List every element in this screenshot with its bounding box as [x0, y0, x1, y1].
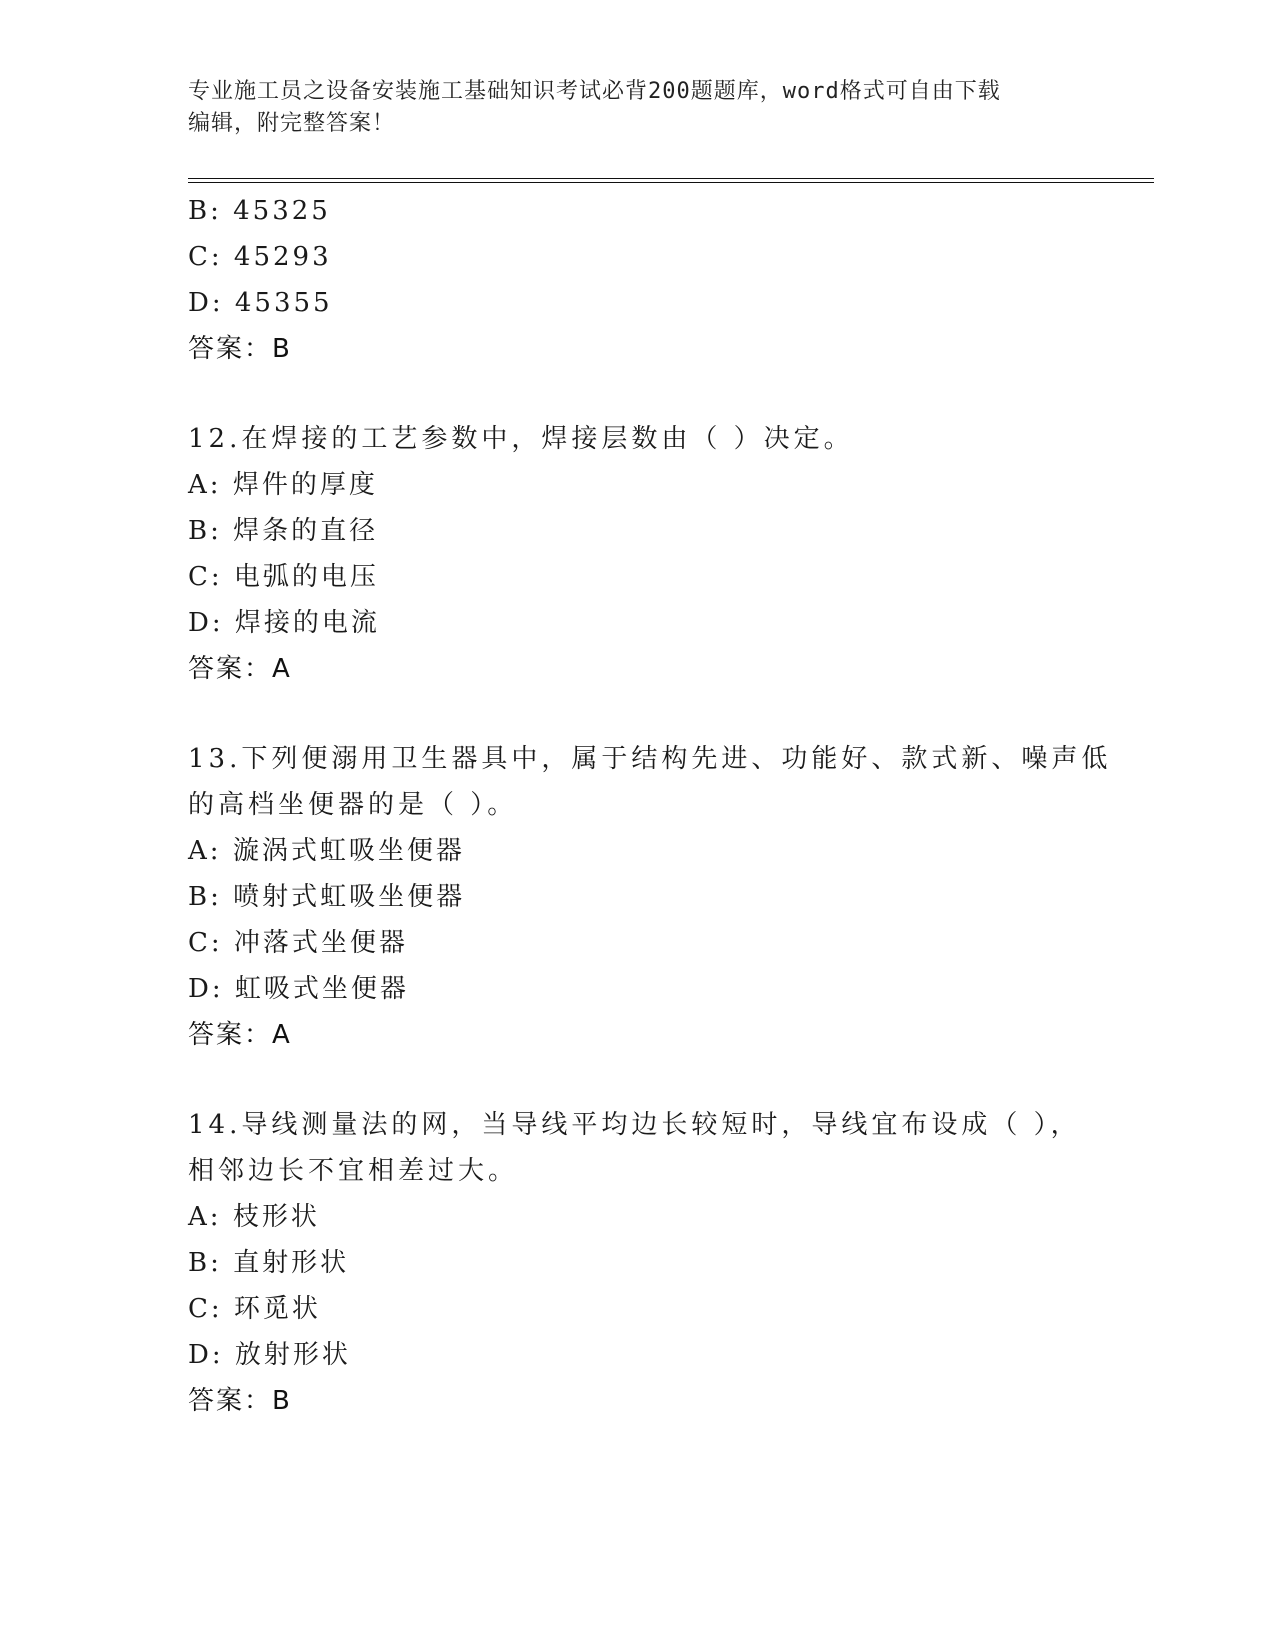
spacer [188, 692, 1128, 736]
option-text: 冲落式坐便器 [233, 928, 408, 958]
question-13 [188, 736, 1128, 1058]
option-letter: B: [188, 516, 222, 546]
document-header [188, 76, 1088, 140]
question-stem-line-1: 13.下列便溺用卫生器具中，属于结构先进、功能好、款式新、噪声低 [188, 744, 1112, 774]
header-line-1: 专业施工员之设备安装施工基础知识考试必背200题题库，word格式可自由下载 [188, 79, 1001, 104]
option-c [188, 554, 1128, 600]
option-text: 虹吸式坐便器 [234, 974, 409, 1004]
option-a [188, 462, 1128, 508]
spacer [188, 372, 1128, 416]
option-text: 放射形状 [234, 1340, 351, 1370]
option-letter: D: [188, 1340, 224, 1370]
option-letter: C: [188, 242, 223, 272]
question-stem-line-1: 14.导线测量法的网，当导线平均边长较短时，导线宜布设成（ ）， [188, 1110, 1081, 1140]
option-b [188, 508, 1128, 554]
answer-line: 答案：B [188, 334, 292, 364]
answer-line: 答案：A [188, 1020, 292, 1050]
option-b [188, 188, 1128, 234]
option-text: 焊接的电流 [234, 608, 380, 638]
option-text: 焊件的厚度 [232, 470, 378, 500]
question-stem-line-2: 相邻边长不宜相差过大。 [188, 1156, 519, 1186]
option-c [188, 234, 1128, 280]
option-d [188, 600, 1128, 646]
option-letter: D: [188, 288, 224, 318]
option-letter: A: [188, 1202, 222, 1232]
header-divider-bottom [188, 182, 1154, 183]
option-letter: D: [188, 608, 224, 638]
option-text: 直射形状 [233, 1248, 350, 1278]
option-letter: C: [188, 1294, 223, 1324]
option-text: 45355 [234, 288, 333, 318]
option-a [188, 828, 1128, 874]
spacer [188, 1058, 1128, 1102]
option-letter: A: [188, 836, 222, 866]
option-c [188, 920, 1128, 966]
option-d [188, 966, 1128, 1012]
option-text: 焊条的直径 [233, 516, 379, 546]
option-text: 45325 [233, 196, 331, 226]
option-letter: C: [188, 562, 223, 592]
option-text: 漩涡式虹吸坐便器 [232, 836, 465, 866]
option-a [188, 1194, 1128, 1240]
option-letter: B: [188, 1248, 222, 1278]
option-b [188, 1240, 1128, 1286]
option-letter: B: [188, 196, 222, 226]
option-d [188, 280, 1128, 326]
question-stem-line-2: 的高档坐便器的是（ ）。 [188, 790, 518, 820]
question-11-tail [188, 188, 1128, 372]
option-text: 枝形状 [232, 1202, 320, 1232]
option-text: 电弧的电压 [233, 562, 379, 592]
header-line-2: 编辑，附完整答案！ [188, 111, 396, 136]
question-14 [188, 1102, 1128, 1424]
option-letter: D: [188, 974, 224, 1004]
option-c [188, 1286, 1128, 1332]
option-letter: A: [188, 470, 222, 500]
option-letter: C: [188, 928, 223, 958]
question-stem: 12.在焊接的工艺参数中，焊接层数由（ ）决定。 [188, 424, 854, 454]
option-b [188, 874, 1128, 920]
option-text: 环觅状 [233, 1294, 321, 1324]
option-text: 喷射式虹吸坐便器 [233, 882, 466, 912]
option-text: 45293 [233, 242, 332, 272]
option-d [188, 1332, 1128, 1378]
answer-line: 答案：B [188, 1386, 292, 1416]
option-letter: B: [188, 882, 222, 912]
answer-line: 答案：A [188, 654, 292, 684]
question-12 [188, 416, 1128, 692]
question-list [188, 188, 1128, 1424]
header-divider-top [188, 178, 1154, 179]
